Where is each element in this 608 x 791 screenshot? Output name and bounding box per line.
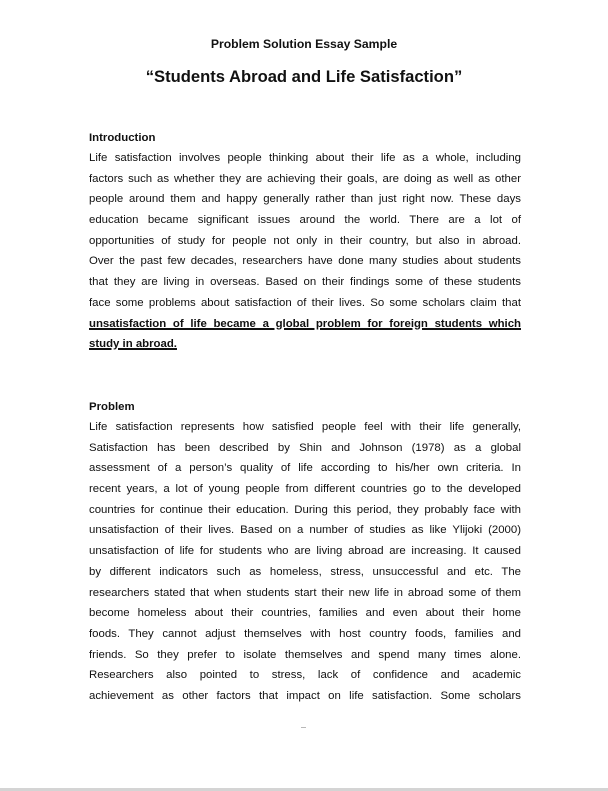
problem-heading: Problem [89, 401, 135, 413]
paragraph-line: Life satisfaction represents how satisfied people feel with their life generally, [89, 421, 521, 433]
problem-paragraph [89, 417, 521, 707]
paragraph-line: opportunities of study for people not only in their country, but also in abroad. [89, 234, 521, 247]
paragraph-line: recent years, a lot of young people from different countries go to the developed [89, 483, 521, 496]
introduction-paragraph [89, 148, 521, 355]
paragraph-line: by different indicators such as homeless, stress, unsuccessful and etc. The [89, 565, 521, 578]
paragraph-line: people around them and happy generally rather than just right now. These days [89, 193, 521, 206]
paragraph-line: Researchers also pointed to stress, lack of confidence and academic [89, 669, 521, 682]
paragraph-line: face some problems about satisfaction of their lives. So some scholars claim that [89, 296, 521, 309]
paragraph-line: Life satisfaction involves people thinking about their life as a whole, including [89, 152, 521, 164]
paragraph-line: achievement as other factors that impact on life satisfaction. Some scholars [89, 689, 521, 702]
paragraph-line: friends. So they prefer to isolate themselves and spend many times alone. [89, 648, 521, 661]
paragraph-line: countries for continue their education. During this period, they probably face with [89, 503, 521, 516]
thesis-statement-line: study in abroad. [89, 338, 177, 351]
paragraph-line: become homeless about their countries, families and even about their home [89, 607, 521, 620]
paragraph-line: Satisfaction has been described by Shin and Johnson (1978) as a global [89, 441, 521, 454]
paragraph-line: unsatisfaction of their lives. Based on a number of studies as like Ylijoki (2000) [89, 524, 521, 537]
thesis-statement-line: unsatisfaction of life became a global problem for foreign students which [89, 317, 521, 330]
paragraph-line: that they are living in overseas. Based on their findings some of these students [89, 276, 521, 289]
page-mark [301, 727, 306, 728]
document-title: “Students Abroad and Life Satisfaction” [145, 67, 463, 86]
paragraph-line: foods. They cannot adjust themselves with host country foods, families and [89, 627, 521, 640]
paragraph-line: researchers stated that when students start their new life in abroad some of them [89, 586, 521, 599]
document-label: Problem Solution Essay Sample [210, 37, 398, 51]
introduction-heading: Introduction [89, 132, 156, 144]
paragraph-line: Over the past few decades, researchers have done many studies about students [89, 255, 521, 268]
paragraph-line: unsatisfaction of life for students who are living abroad are increasing. It caused [89, 545, 521, 558]
paragraph-line: assessment of a person’s quality of life according to his/her own criteria. In [89, 462, 521, 475]
paragraph-line: factors such as whether they are achieving their goals, are doing as well as other [89, 172, 521, 185]
paragraph-line: education became significant issues around the world. There are a lot of [89, 214, 521, 227]
